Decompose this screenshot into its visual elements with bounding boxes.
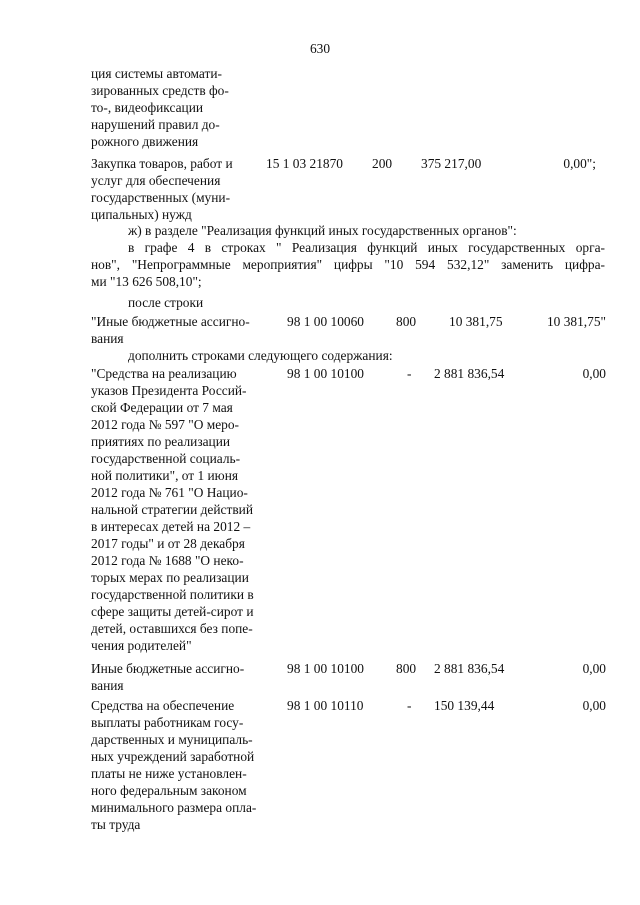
row-amount-1: 150 139,44 — [434, 698, 495, 713]
row-code: 15 1 03 21870 — [266, 156, 343, 171]
row-name — [91, 660, 291, 694]
name-line: вания — [91, 331, 124, 346]
name-line: ципальных) нужд — [91, 207, 192, 222]
name-line: вания — [91, 678, 124, 693]
row-code: 98 1 00 10110 — [287, 698, 364, 713]
name-line: 2012 года № 761 "О Нацио- — [91, 485, 248, 500]
row-vr: 800 — [396, 314, 417, 329]
row-amount-2: 10 381,75" — [546, 314, 606, 329]
page-number: 630 — [309, 41, 331, 56]
name-line: "Иные бюджетные ассигно- — [91, 314, 250, 329]
row-amount-1: 375 217,00 — [421, 156, 482, 171]
name-line: дарственных и муниципаль- — [91, 732, 253, 747]
row-vr: 800 — [396, 661, 417, 676]
row-amount-2: 0,00 — [582, 661, 606, 676]
name-line: 2017 годы" и от 28 декабря — [91, 536, 245, 551]
name-line: нарушений правил до- — [91, 117, 220, 132]
row-amount-2: 0,00 — [582, 698, 606, 713]
name-line: в интересах детей на 2012 – — [91, 519, 251, 534]
instruction-text: после строки — [128, 295, 204, 310]
name-line: Закупка товаров, работ и — [91, 156, 233, 171]
name-line: ты труда — [91, 817, 141, 832]
row-code: 98 1 00 10100 — [287, 661, 364, 676]
name-line: платы не ниже установлен- — [91, 766, 247, 781]
row-amount-1: 2 881 836,54 — [434, 661, 505, 676]
name-line: рожного движения — [91, 134, 199, 149]
section-heading: ж) в разделе "Реализация функций иных государственных органов": — [128, 223, 517, 238]
name-line: приятиях по реализации — [91, 434, 231, 449]
name-line: сфере защиты детей-сирот и — [91, 604, 254, 619]
name-line: государственной политики в — [91, 587, 254, 602]
row-name — [91, 313, 291, 347]
name-line: государственных (муни- — [91, 190, 231, 205]
row-vr: - — [407, 366, 412, 381]
row-amount-1: 10 381,75 — [449, 314, 503, 329]
row-name — [91, 365, 291, 654]
name-line: нальной стратегии действий — [91, 502, 253, 517]
row-amount-1: 2 881 836,54 — [434, 366, 505, 381]
row-amount-2: 0,00"; — [563, 156, 596, 171]
name-line: ных учреждений заработной — [91, 749, 255, 764]
name-line: услуг для обеспечения — [91, 173, 221, 188]
paragraph-line: нов", "Непрограммные мероприятия" цифры "10 594 532,12" заменить цифра- — [91, 257, 605, 272]
name-line: ного федеральным законом — [91, 783, 247, 798]
name-line: указов Президента Россий- — [91, 383, 247, 398]
name-line: минимального размера опла- — [91, 800, 257, 815]
name-line: ция системы автомати- — [91, 66, 223, 81]
row-amount-2: 0,00 — [582, 366, 606, 381]
paragraph-line: в графе 4 в строках " Реализация функций иных государственных орга- — [128, 240, 605, 255]
name-line: детей, оставшихся без попе- — [91, 621, 253, 636]
name-line: 2012 года № 1688 "О неко- — [91, 553, 244, 568]
name-line: государственной социаль- — [91, 451, 241, 466]
name-line: ской Федерации от 7 мая — [91, 400, 233, 415]
name-line: Средства на обеспечение — [91, 698, 235, 713]
instruction-text: дополнить строками следующего содержания: — [128, 348, 393, 363]
row-name — [91, 155, 291, 223]
row-name-continuation — [91, 65, 291, 150]
name-line: торых мерах по реализации — [91, 570, 249, 585]
name-line: выплаты работникам госу- — [91, 715, 244, 730]
name-line: чения родителей" — [91, 638, 192, 653]
row-name — [91, 697, 291, 833]
name-line: ной политики", от 1 июня — [91, 468, 239, 483]
row-code: 98 1 00 10060 — [287, 314, 364, 329]
name-line: Иные бюджетные ассигно- — [91, 661, 245, 676]
name-line: зированных средств фо- — [91, 83, 229, 98]
row-vr: 200 — [372, 156, 393, 171]
row-code: 98 1 00 10100 — [287, 366, 364, 381]
name-line: "Средства на реализацию — [91, 366, 237, 381]
paragraph-line: ми "13 626 508,10"; — [91, 274, 202, 289]
row-vr: - — [407, 698, 412, 713]
name-line: 2012 года № 597 "О меро- — [91, 417, 240, 432]
name-line: то-, видеофиксации — [91, 100, 204, 115]
